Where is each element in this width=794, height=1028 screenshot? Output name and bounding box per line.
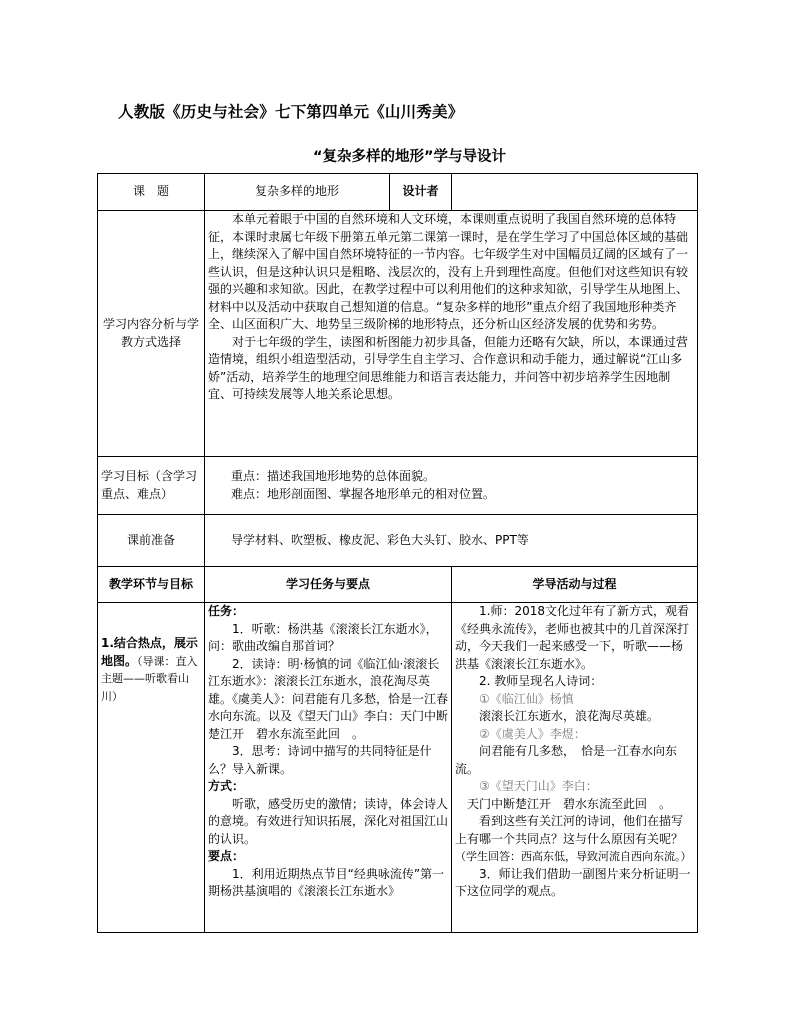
activity-question-text: 看到这些有关江河的诗词，他们在描写上有哪一个共同点？这与什么原因有关呢？ <box>455 814 684 846</box>
prep-value: 导学材料、吹塑板、橡皮泥、彩色大头钉、胶水、PPT等 <box>205 515 698 567</box>
activity-cell <box>452 603 698 933</box>
poem-2-title: ②《虞美人》李煜： <box>479 726 586 741</box>
goals-row <box>98 457 698 515</box>
points-heading: 要点： <box>208 849 245 863</box>
point-1: 1．利用近期热点节目“经典咏流传”第一期杨洪基演唱的《滚滚长江东逝水》 <box>208 866 445 898</box>
method-heading: 方式： <box>208 779 245 793</box>
poem-1-text: 滚滚长江东逝水，浪花淘尽英雄。 <box>479 709 660 723</box>
goals-key-point: 重点：描述我国地形地势的总体面貌。 <box>231 469 436 483</box>
poem-1-title: ①《临江仙》杨慎 <box>479 691 574 706</box>
analysis-paragraph-1: 本单元着眼于中国的自然环境和人文环境，本课则重点说明了我国自然环境的总体特征，本课时隶属七年级下册第五单元第二课第一课时，是在学生学习了中国总体区域的基础上，继续深入了解中国自然环境特征的一节内容。七年级学生对中国幅员辽阔的区域有了一些认识，但是这种认识只是粗略、浅层次的，没有上升到理性高度。但他们对这些知识有较强的兴趣和求知欲。因此，在教学过程中可以利用他们的这种求知欲，引导学生从地图上、材料中以及活动中获取自己想知道的信息。“复杂多样的地形”重点介绍了我国地形种类齐全、山区面积广大、地势呈三级阶梯的地形特点，还分析山区经济发展的优势和劣势。 <box>208 212 689 331</box>
stage-cell <box>98 603 205 933</box>
poem-2-text: 问君能有几多愁， 恰是一江春水向东流。 <box>455 744 678 776</box>
stage-1-row <box>98 603 698 933</box>
stage-column-header: 教学环节与目标 <box>98 567 205 603</box>
document-title: 人教版《历史与社会》七下第四单元《山川秀美》 <box>118 103 464 121</box>
tasks-heading: 任务： <box>208 604 245 618</box>
activity-answer: （学生回答：西高东低，导致河流自西向东流。） <box>455 850 692 863</box>
goals-difficult-point: 难点：地形剖面图、掌握各地形单元的相对位置。 <box>231 486 496 501</box>
poem-3-text: 天门中断楚江开 碧水东流至此回 。 <box>467 796 672 811</box>
lesson-plan-table <box>97 173 698 933</box>
designer-value <box>452 174 698 211</box>
task-column-header: 学习任务与要点 <box>205 567 452 603</box>
document-subtitle: “复杂多样的地形”学与导设计 <box>313 149 507 165</box>
method-text: 听歌，感受历史的激情；读诗，体会诗人的意境。有效进行知识拓展，深化对祖国江山的认识。 <box>208 796 449 846</box>
activity-question <box>455 813 694 866</box>
task-3: 3．思考：诗词中描写的共同特征是什么？导入新课。 <box>208 744 432 776</box>
analysis-content <box>205 211 698 457</box>
goals-content <box>205 457 698 515</box>
analysis-label: 学习内容分析与学教方式选择 <box>98 211 205 457</box>
prep-row <box>98 515 698 567</box>
analysis-row <box>98 211 698 457</box>
activity-column-header: 学导活动与过程 <box>452 567 698 603</box>
activity-1: 1.师：2018文化过年有了新方式，观看《经典永流传》，老师也被其中的几首深深打动，今天我们一起来感受一下，听歌——杨洪基《滚滚长江东逝水》。 <box>455 604 690 671</box>
prep-label: 课前准备 <box>98 515 205 567</box>
activity-3: 3．师让我们借助一副图片来分析证明一下这位同学的观点。 <box>455 866 691 898</box>
poem-3-title: ③《望天门山》李白： <box>479 779 598 793</box>
task-cell <box>205 603 452 933</box>
stage-title: 1.结合热点，展示地图。 <box>101 636 198 668</box>
task-1: 1．听歌：杨洪基《滚滚长江东逝水》，问：歌曲改编自那首词？ <box>208 621 438 653</box>
section-header-row <box>98 567 698 603</box>
stage-note: （导课：直入主题——听歌看山川） <box>101 654 198 703</box>
topic-row <box>98 174 698 211</box>
goals-label: 学习目标（含学习重点、难点） <box>98 457 205 515</box>
topic-value: 复杂多样的地形 <box>205 174 390 211</box>
task-2: 2．读诗：明·杨慎的词《临江仙·滚滚长江东逝水》：滚滚长江东逝水，浪花淘尽英雄。《虞美人》：问君能有几多愁，恰是一江春水向东流。以及《望天门山》李白：天门中断楚江开 碧水东流至此回 。 <box>208 656 449 741</box>
designer-label: 设计者 <box>390 174 452 211</box>
activity-2: 2. 教师呈现名人诗词： <box>479 674 603 688</box>
topic-label: 课 题 <box>98 174 205 211</box>
analysis-paragraph-2: 对于七年级的学生，读图和析图能力初步具备，但能力还略有欠缺，所以，本课通过营造情境，组织小组造型活动，引导学生自主学习、合作意识和动手能力，通过解说“江山多娇”活动，培养学生的地理空间思维能力和语言表达能力，并问答中初步培养学生因地制宜、可持续发展等人地关系论思想。 <box>208 334 689 401</box>
